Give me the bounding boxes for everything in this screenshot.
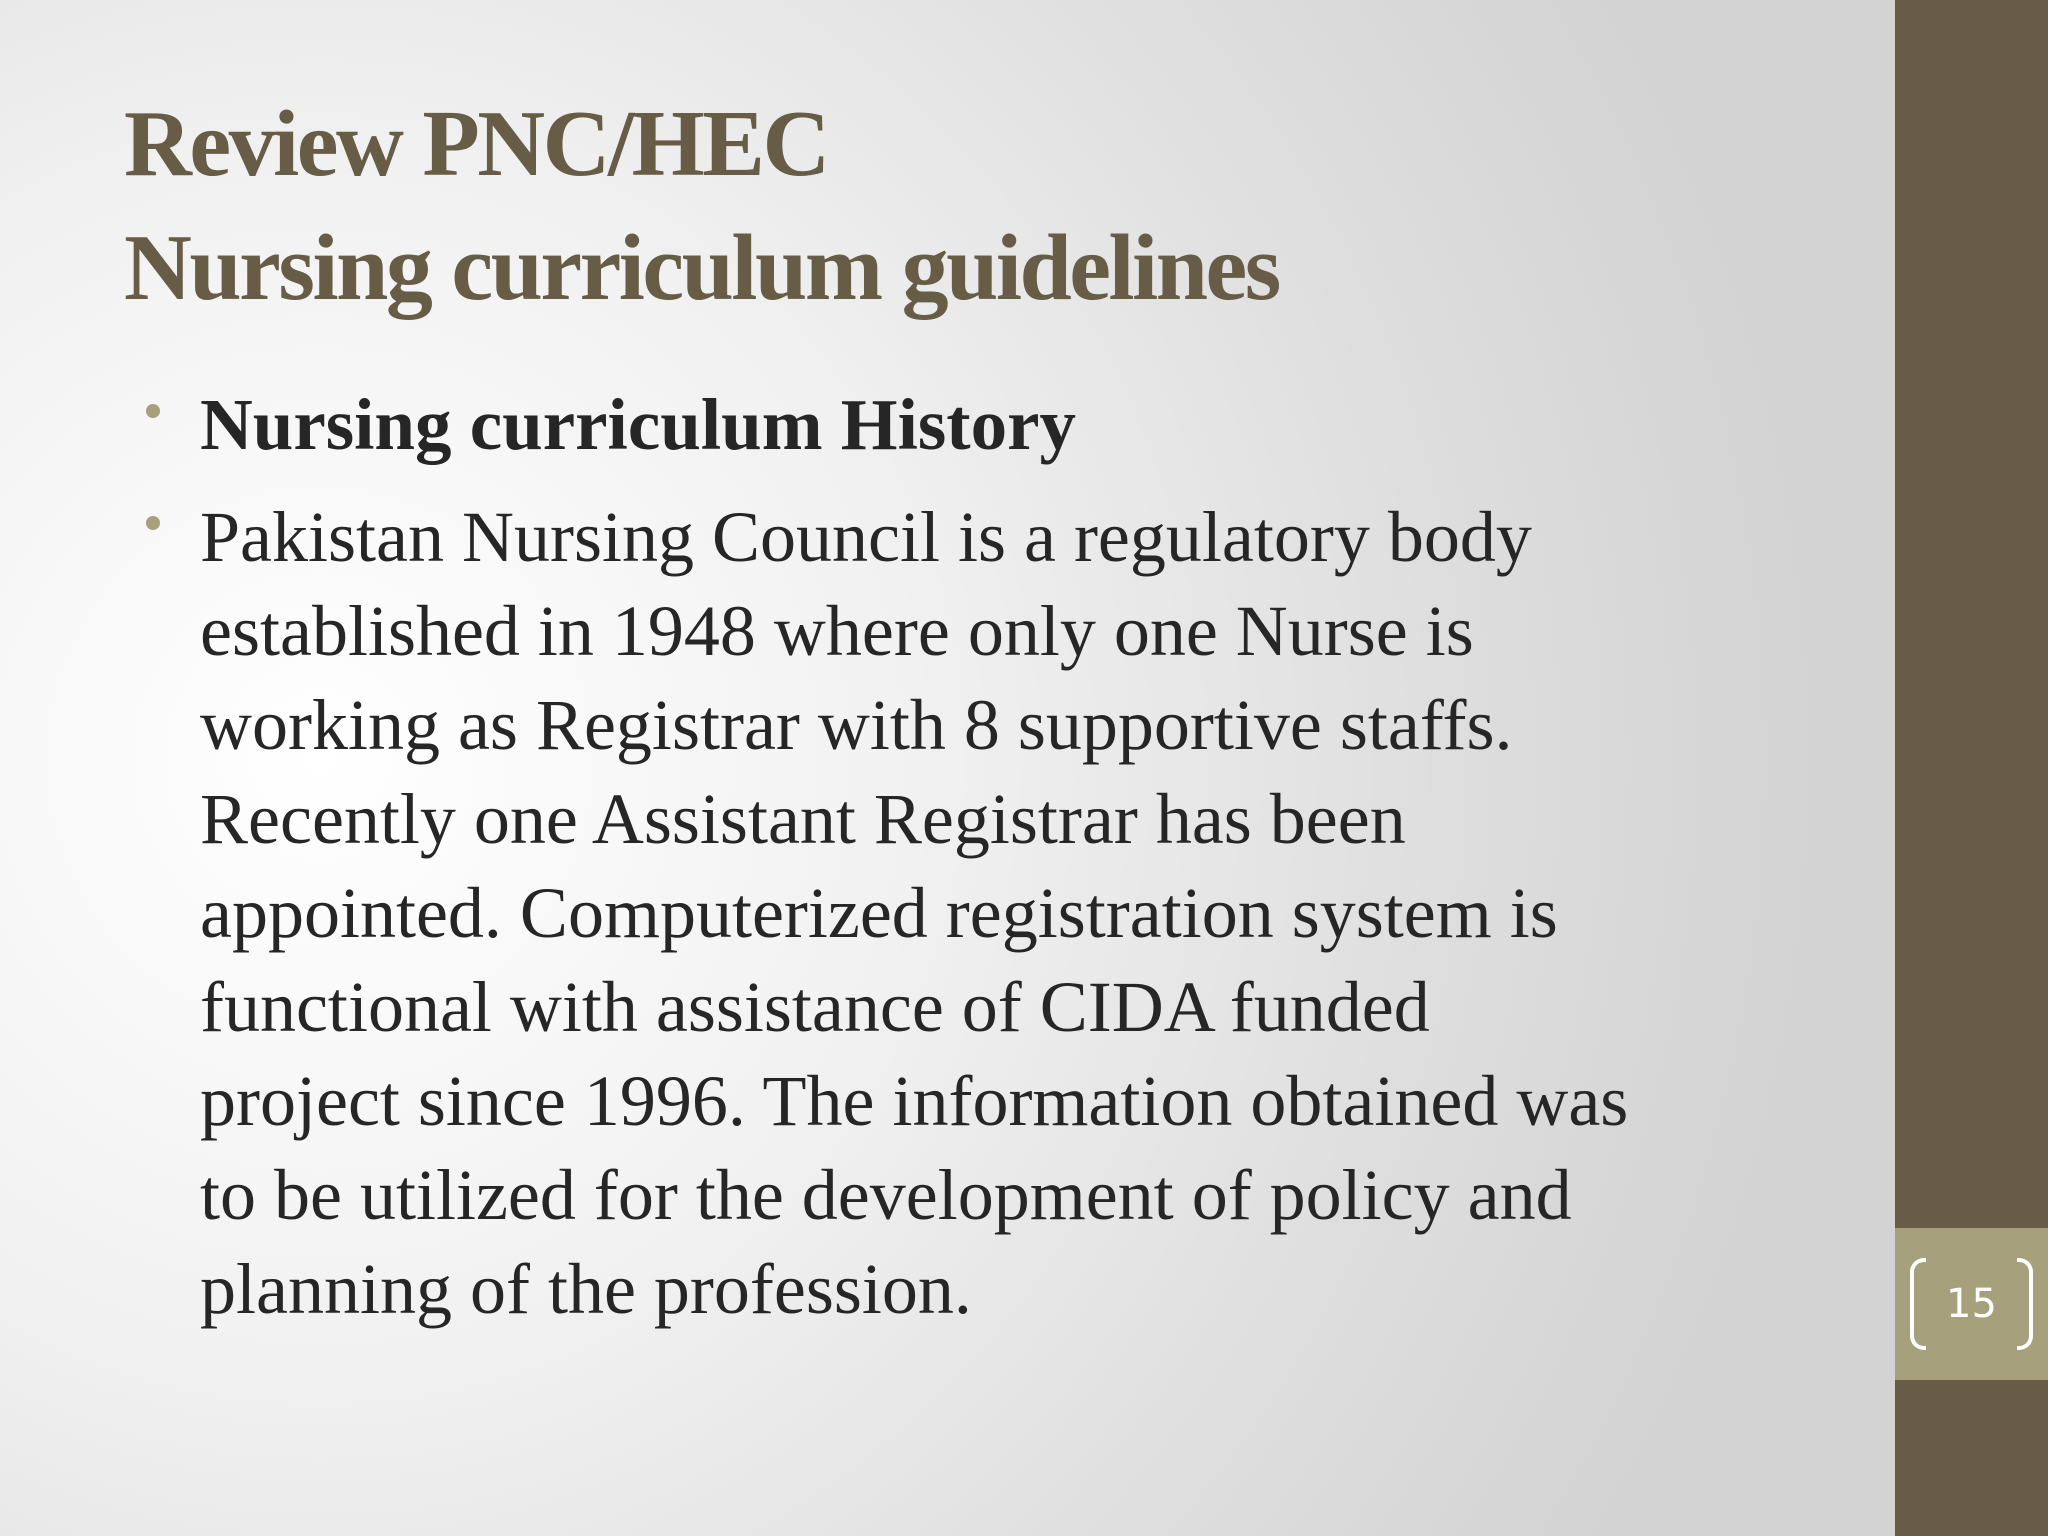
bullet-dot <box>146 404 160 418</box>
bullet-line: Recently one Assistant Registrar has been <box>200 779 1406 859</box>
bullet-item-pnc <box>200 490 1840 1336</box>
bullet-line: functional with assistance of CIDA funded <box>200 967 1430 1047</box>
bullet-line: working as Registrar with 8 supportive staffs. <box>200 685 1513 765</box>
bullet-text: Nursing curriculum History <box>200 384 1076 465</box>
bullet-item-history <box>200 378 1840 472</box>
slide-title <box>124 82 1279 330</box>
bullet-line: established in 1948 where only one Nurse is <box>200 591 1474 671</box>
title-line-1: Review PNC/HEC <box>124 92 828 196</box>
title-line-2: Nursing curriculum guidelines <box>124 216 1279 320</box>
bullet-line: project since 1996. The information obtained was <box>200 1061 1629 1141</box>
bullet-list <box>200 378 1840 1354</box>
bullet-text <box>200 490 1840 1336</box>
bullet-line: Pakistan Nursing Council is a regulatory body <box>200 497 1532 577</box>
page-number: 15 <box>1946 1281 1997 1327</box>
bullet-dot <box>146 516 160 530</box>
bullet-line: to be utilized for the development of policy and <box>200 1155 1572 1235</box>
page-number-box <box>1895 1228 2048 1380</box>
bullet-line: appointed. Computerized registration system is <box>200 873 1558 953</box>
bullet-line: planning of the profession. <box>200 1249 972 1329</box>
